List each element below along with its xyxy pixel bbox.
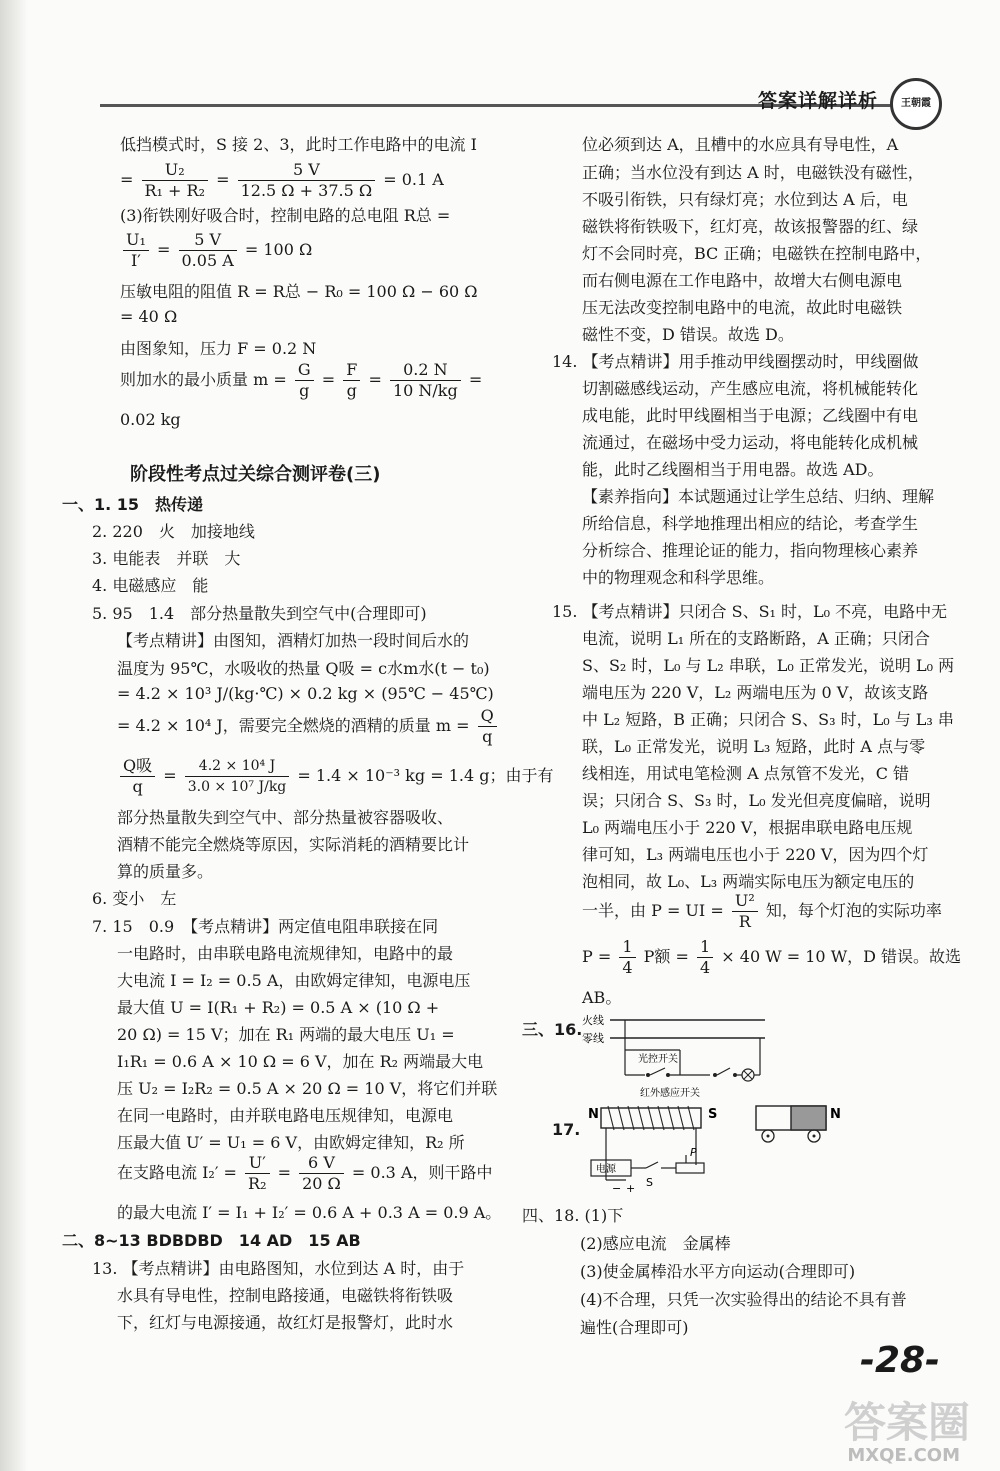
answer-7: 7. 15 0.9 【考点精讲】两定值电阻串联接在同	[92, 917, 439, 936]
text-line: 温度为 95℃，水吸收的热量 Q吸 = c水m水(t − t₀)	[117, 659, 490, 678]
page-number: -28-	[860, 1340, 940, 1381]
text-line: 低挡模式时，S 接 2、3，此时工作电路中的电流 I	[120, 135, 477, 154]
equation-power: 一半，由 P = UI = $\frac{\text{U²}}{R}$ 知，每个灯泡的实际功率	[582, 891, 942, 931]
text-line: 律可知，L₃ 两端电压也小于 220 V，因为四个灯	[582, 845, 929, 864]
text-line: 电流，说明 L₁ 所在的支路断路，A 正确；只闭合	[582, 629, 930, 648]
text-line: 由图象知，压力 F = 0.2 N	[120, 339, 317, 358]
text-line: L₀ 两端电压小于 220 V，根据串联电路电压规	[582, 818, 913, 837]
answer-16: 三、16.	[522, 1020, 583, 1039]
text-line: 磁铁将衔铁吸下，红灯亮，故该报警器的红、绿	[582, 217, 919, 236]
text-line: 0.02 kg	[120, 410, 181, 429]
text-line: 而右侧电源在工作电路中，故增大右侧电源电	[582, 271, 903, 290]
power-supply-label: 电源	[596, 1164, 616, 1175]
text-line: 中的物理观念和科学思维。	[582, 568, 775, 587]
text-line: 下，红灯与电源接通，故红灯是报警灯，此时水	[117, 1313, 454, 1332]
text-line: 大电流 I = I₂ = 0.5 A，由欧姆定律知，电源电压	[117, 971, 471, 990]
equation-alcohol: = 4.2 × 10⁴ J，需要完全燃烧的酒精的质量 m = $\frac{Q}{q}$	[117, 706, 500, 747]
text-line: 泡相同，故 L₀、L₃ 两端实际电压为额定电压的	[582, 872, 915, 891]
equation-mass: 则加水的最小质量 m = $\frac{G}{g}$ = $\frac{F}{g}$ = $\frac{0.2 N}{10 N/kg}$ =	[120, 360, 483, 400]
text-line: (2)感应电流 金属棒	[580, 1234, 731, 1253]
answer-choices: 二、8~13 BDBDBD 14 AD 15 AB	[62, 1231, 361, 1250]
text-line: 压最大值 U′ = U₁ = 6 V，由欧姆定律知，R₂ 所	[117, 1133, 465, 1152]
answer-15: 15. 【考点精讲】只闭合 S、S₁ 时，L₀ 不亮，电路中无	[552, 602, 948, 621]
text-line: 流通过，在磁场中受力运动，将电能转化成机械	[582, 433, 919, 452]
text-line: 【素养指向】本试题通过让学生总结、归纳、理解	[582, 487, 935, 506]
answer-14: 14. 【考点精讲】用手推动甲线圈摆动时，甲线圈做	[552, 352, 919, 371]
text-line: 线相连，用试电笔检测 A 点氖管不发光，C 错	[582, 764, 910, 783]
neutral-wire-label: 零线	[582, 1032, 604, 1045]
answer-5: 5. 95 1.4 部分热量散失到空气中(合理即可)	[92, 604, 427, 623]
figure-17-electromagnet	[586, 1100, 846, 1195]
text-line: 位必须到达 A，且槽中的水应具有导电性，A	[582, 135, 899, 154]
answer-2: 2. 220 火 加接地线	[92, 522, 255, 541]
text-line: S、S₂ 时，L₀ 与 L₂ 串联，L₀ 正常发光，说明 L₀ 两	[582, 656, 955, 675]
watermark-site: MXQE.COM	[847, 1445, 960, 1466]
text-line: (3)衔铁刚好吸合时，控制电路的总电阻 R总 =	[120, 206, 451, 225]
equation-resistance: $\frac{\text{U₁}}{I'}$ = $\frac{5 V}{0.05 A}$ = 100 Ω	[120, 230, 312, 271]
answer-18: 四、18. (1)下	[522, 1206, 624, 1225]
text-line: = 4.2 × 10³ J/(kg·℃) × 0.2 kg × (95℃ − 45℃)	[117, 684, 494, 703]
answer-17: 17.	[552, 1120, 581, 1139]
live-wire-label: 火线	[582, 1014, 604, 1027]
switch-icon	[646, 1162, 658, 1168]
rheostat-icon	[676, 1163, 704, 1173]
text-line: = 40 Ω	[120, 307, 178, 326]
text-line: AB。	[582, 988, 622, 1007]
magnet-icon	[791, 1106, 826, 1130]
switch-label: S	[646, 1176, 653, 1189]
n-pole-right: N	[830, 1107, 841, 1122]
answer-13: 13. 【考点精讲】由电路图知，水位到达 A 时，由于	[92, 1259, 465, 1278]
text-line: 切割磁感线运动，产生感应电流，将机械能转化	[582, 379, 919, 398]
slider-label: P	[690, 1146, 697, 1159]
text-line: 算的质量多。	[117, 862, 214, 881]
text-line: 联，L₀ 正常发光，说明 L₃ 短路，此时 A 点与零	[582, 737, 926, 756]
text-line: 水具有导电性，控制电路接通，电磁铁将衔铁吸	[117, 1286, 454, 1305]
text-line: 一电路时，由串联电路电流规律知，电路中的最	[117, 944, 454, 963]
light-switch-label: 光控开关	[638, 1054, 678, 1065]
text-line: 磁性不变，D 错误。故选 D。	[582, 325, 794, 344]
text-line: 误；只闭合 S、S₃ 时，L₀ 发光但亮度偏暗，说明	[582, 791, 931, 810]
publisher-logo-icon	[890, 78, 942, 130]
text-line: 成电能，此时甲线圈相当于电源；乙线圈中有电	[582, 406, 919, 425]
binding-shadow	[0, 0, 28, 1471]
equation-actual-power: P = $\frac{1}{4}$ P额 = $\frac{1}{4}$ × 40 W = 10 W，D 错误。故选	[582, 937, 962, 977]
text-line: 灯不会同时亮，BC 正确；电磁铁在控制电路中，	[582, 244, 932, 263]
figure-16-circuit	[580, 1010, 770, 1100]
text-line: 压无法改变控制电路中的电流，故此时电磁铁	[582, 298, 903, 317]
ir-switch-label: 红外感应开关	[640, 1088, 700, 1099]
text-line: I₁R₁ = 0.6 A × 10 Ω = 6 V，加在 R₂ 两端最大电	[117, 1052, 484, 1071]
text-line: 正确；当水位没有到达 A 时，电磁铁没有磁性，	[582, 163, 924, 182]
s-pole-label: S	[708, 1107, 718, 1122]
answer-4: 4. 电磁感应 能	[92, 576, 209, 595]
text-line: 的最大电流 I′ = I₁ + I₂′ = 0.6 A + 0.3 A = 0.9 A。	[117, 1203, 502, 1222]
text-line: 分析综合、推理论证的能力，指向物理核心素养	[582, 541, 919, 560]
section-title: 阶段性考点过关综合测评卷(三)	[130, 464, 381, 485]
minus-terminal: −	[612, 1182, 622, 1195]
equation-alcohol-result: $\frac{\text{Q吸}}{q}$ = $\frac{\text{4.2 × 10⁴ J}}{\text{3.0 × 10⁷ J/kg}}$ = 1.4 × 10⁻³ kg = 1.4 g；由于有	[117, 756, 553, 797]
header-title: 答案详解详析	[757, 90, 878, 112]
answer-6: 6. 变小 左	[92, 889, 177, 908]
answer-3: 3. 电能表 并联 大	[92, 549, 241, 568]
plus-terminal: +	[626, 1182, 636, 1195]
text-line: 在同一电路时，由并联电路电压规律知，电源电	[117, 1106, 454, 1125]
watermark: 答案圈	[843, 1398, 970, 1447]
text-line: 遍性(合理即可)	[580, 1318, 689, 1337]
text-line: 部分热量散失到空气中、部分热量被容器吸收、	[117, 808, 454, 827]
text-line: 压敏电阻的阻值 R = R总 − R₀ = 100 Ω − 60 Ω	[120, 282, 478, 301]
text-line: 端电压为 220 V，L₂ 两端电压为 0 V，故该支路	[582, 683, 929, 702]
text-line: 酒精不能完全燃烧等原因，实际消耗的酒精要比计	[117, 835, 470, 854]
equation-current: = $\frac{\text{U₂}}{\text{R₁ + R₂}}$ = $\frac{5 V}{12.5 \Omega + 37.5 \Omega}$ = 0.1 A	[120, 160, 444, 200]
text-line: (4)不合理，只凭一次实验得出的结论不具有普	[580, 1290, 907, 1309]
equation-branch-current: 在支路电流 I₂′ = $\frac{U'}{\text{R₂}}$ = $\frac{6 V}{20 \Omega}$ = 0.3 A，则干路中	[117, 1153, 493, 1193]
answer-1: 一、1. 15 热传递	[62, 495, 204, 514]
text-line: 能，此时乙线圈相当于用电器。故选 AD。	[582, 460, 884, 479]
text-line: 不吸引衔铁，只有绿灯亮；水位到达 A 后，电	[582, 190, 908, 209]
text-line: 【考点精讲】由图知，酒精灯加热一段时间后水的	[117, 631, 470, 650]
text-line: 20 Ω) = 15 V；加在 R₁ 两端的最大电压 U₁ =	[117, 1025, 455, 1044]
logo-text: 王朝霞	[901, 98, 931, 109]
text-line: (3)使金属棒沿水平方向运动(合理即可)	[580, 1262, 856, 1281]
text-line: 最大值 U = I(R₁ + R₂) = 0.5 A × (10 Ω +	[117, 998, 440, 1017]
text-line: 所给信息，科学地推理出相应的结论，考查学生	[582, 514, 919, 533]
text-line: 中 L₂ 短路，B 正确；只闭合 S、S₃ 时，L₀ 与 L₃ 串	[582, 710, 954, 729]
text-line: 压 U₂ = I₂R₂ = 0.5 A × 20 Ω = 10 V，将它们并联	[117, 1079, 498, 1098]
n-pole-left: N	[588, 1107, 599, 1122]
